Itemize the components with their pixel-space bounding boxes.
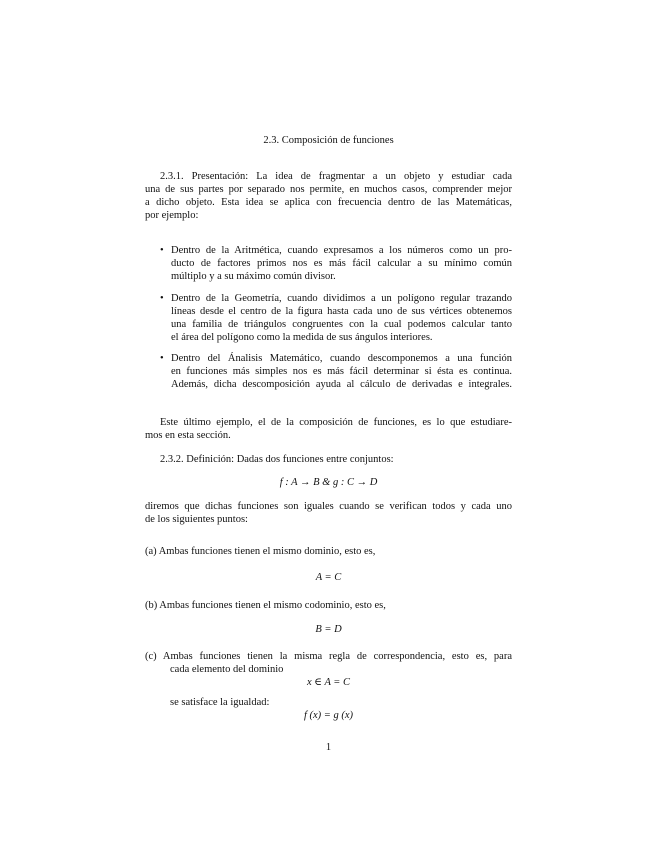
text-line: una de sus partes por separado nos permite, en muchos casos, comprender mejor [145,184,512,195]
text-line: diremos que dichas funciones son iguales cuando se verifican todos y cada uno [145,501,512,512]
definition-heading: 2.3.2. Definición: Dadas dos funciones entre conjuntos: [160,454,394,465]
formula: f (x) = g (x) [303,710,354,721]
text-line: una familia de triángulos congruentes con la cual podemos calcular tanto [171,319,512,330]
text-line: por ejemplo: [145,210,199,221]
text-line: de los siguientes puntos: [145,514,248,525]
text-line: mos en esta sección. [145,430,231,441]
text-line: múltiplo y a su máximo común divisor. [171,271,336,282]
text-line: a dicho objeto. Esta idea se aplica con frecuencia dentro de las Matemáticas, [145,197,512,208]
item-a: (a) Ambas funciones tienen el mismo dominio, esto es, [145,546,376,557]
text-line: líneas desde el centro de la figura hasta cada uno de sus vértices obtenemos [171,306,512,317]
formula: f : A → B & g : C → D [279,477,378,488]
item-b: (b) Ambas funciones tienen el mismo codominio, esto es, [145,600,386,611]
bullet-icon: • [160,293,164,304]
text-line: ducto de factores primos nos es más fácil calcular a su mínimo común [171,258,512,269]
text-line: Dentro del Ánalisis Matemático, cuando descomponemos a una función [171,353,512,364]
formula: x ∈ A = C [306,677,351,688]
text-line: el área del polígono como la medida de sus ángulos interiores. [171,332,433,343]
text-line: en funciones más simples nos es más fácil determinar si ésta es continua. [171,366,512,377]
page-number: 1 [325,742,332,753]
text-line: se satisface la igualdad: [170,697,270,708]
formula: A = C [315,572,342,583]
bullet-icon: • [160,245,164,256]
text-line: Dentro de la Aritmética, cuando expresamos a los números como un pro- [171,245,512,256]
formula: B = D [315,624,342,635]
text-line: Además, dicha descomposición ayuda al cálculo de derivadas e integrales. [171,379,512,390]
item-c: (c) Ambas funciones tienen la misma regla de correspondencia, esto es, para [145,651,512,662]
section-title: 2.3. Composición de funciones [263,135,394,146]
bullet-icon: • [160,353,164,364]
text-line: cada elemento del dominio [170,664,284,675]
text-line: 2.3.1. Presentación: La idea de fragmentar a un objeto y estudiar cada [160,171,512,182]
text-line: Este último ejemplo, el de la composición de funciones, es lo que estudiare- [160,417,512,428]
text-line: Dentro de la Geometría, cuando dividimos a un polígono regular trazando [171,293,512,304]
